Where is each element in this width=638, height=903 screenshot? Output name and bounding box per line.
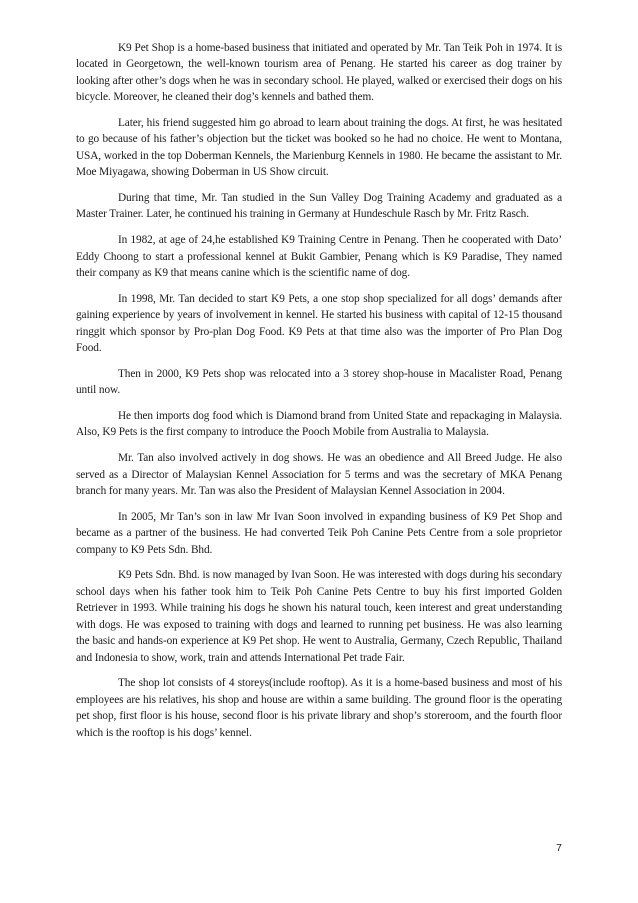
paragraph-11: The shop lot consists of 4 storeys(include rooftop). As it is a home-based business and most of his employees are his relatives, his shop and house are within a same building. The ground floor is the operating pet shop, first floor is his house, second floor is his private library and shop’s storeroom, and the fourth floor which is the rooftop is his dogs’ kennel. [76,677,562,739]
paragraph-3: During that time, Mr. Tan studied in the Sun Valley Dog Training Academy and graduated as a Master Trainer. Later, he continued his training in Germany at Hundeschule Rasch by Mr. Fritz Rasch. [76,192,562,221]
paragraph-8: Mr. Tan also involved actively in dog shows. He was an obedience and All Breed Judge. He also served as a Director of Malaysian Kennel Association for 5 terms and was the secretary of MKA Penang branch for many years. Mr. Tan was also the President of Malaysian Kennel Association in 2004. [76,452,562,498]
paragraph-10: K9 Pets Sdn. Bhd. is now managed by Ivan Soon. He was interested with dogs during his secondary school days when his father took him to Teik Poh Canine Pets Centre to buy his first imported Golden Retriever in 1993. While training his dogs he shown his natural touch, keen interest and great understanding with dogs. He was exposed to training with dogs and learned to running pet business. He was also learning the basic and hands-on experience at K9 Pet shop. He went to Australia, Germany, Czech Republic, Thailand and Indonesia to show, work, train and attends International Pet trade Fair. [76,569,562,664]
document-body [76,40,562,750]
paragraph-1: K9 Pet Shop is a home-based business that initiated and operated by Mr. Tan Teik Poh in 1974. It is located in Georgetown, the well-known tourism area of Penang. He started his career as dog trainer by looking after other’s dogs when he was in secondary school. He played, walked or exercised their dogs on his bicycle. Moreover, he cleaned their dog’s kennels and bathed them. [76,42,562,104]
paragraph-7: He then imports dog food which is Diamond brand from United State and repackaging in Malaysia. Also, K9 Pets is the first company to introduce the Pooch Mobile from Australia to Malaysia. [76,410,562,439]
paragraph-9: In 2005, Mr Tan’s son in law Mr Ivan Soon involved in expanding business of K9 Pet Shop and became as a partner of the business. He had converted Teik Poh Canine Pets Centre from a sole proprietor company to K9 Pets Sdn. Bhd. [76,510,562,556]
page-number: 7 [556,842,562,854]
paragraph-2: Later, his friend suggested him go abroad to learn about training the dogs. At first, he was hesitated to go because of his father’s objection but the ticket was booked so he had no choice. He went to Montana, USA, worked in the top Doberman Kennels, the Marienburg Kennels in 1980. He became the assistant to Mr. Moe Miyagawa, showing Doberman in US Show circuit. [76,117,562,179]
paragraph-4: In 1982, at age of 24,he established K9 Training Centre in Penang. Then he cooperated with Dato’ Eddy Choong to start a professional kennel at Bukit Gambier, Penang which is K9 Paradise, They named their company as K9 that means canine which is the scientific name of dog. [76,234,562,280]
paragraph-6: Then in 2000, K9 Pets shop was relocated into a 3 storey shop-house in Macalister Road, Penang until now. [76,367,562,397]
paragraph-5: In 1998, Mr. Tan decided to start K9 Pets, a one stop shop specialized for all dogs’ demands after gaining experience by years of involvement in kennel. He started his business with capital of 12-15 thousand ringgit which sponsor by Pro-plan Dog Food. K9 Pets at that time also was the importer of Pro Plan Dog Food. [76,292,562,355]
